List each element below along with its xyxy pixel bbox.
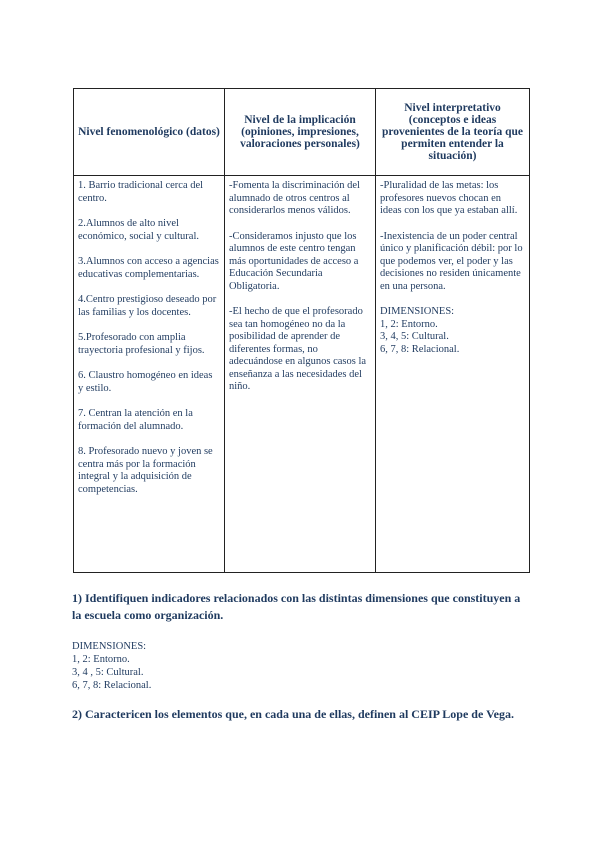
list-item: 2.Alumnos de alto nivel económico, social y cultural. [78,218,200,242]
list-item: -Pluralidad de las metas: los profesores nuevos chocan en ideas con los que ya estaban allí. [380,180,518,216]
header-phenomenological: Nivel fenomenológico (datos) [74,89,225,176]
list-item: 5.Profesorado con amplia trayectoria profesional y fijos. [78,332,205,356]
cell-dimensions-title: DIMENSIONES: [380,306,455,317]
interpretive-cell [376,176,530,573]
list-item: 4.Centro prestigioso deseado por las familias y los docentes. [78,294,217,318]
table-row [74,176,530,573]
dimensions-block [72,640,151,692]
question-2: 2) Caractericen los elementos que, en cada una de ellas, definen al CEIP Lope de Vega. [72,707,514,721]
list-item: 7. Centran la atención en la formación del alumnado. [78,408,193,432]
table-header-row [74,89,530,176]
list-item: 3.Alumnos con acceso a agencias educativas complementarias. [78,256,219,280]
cell-dimension-line: 3, 4, 5: Cultural. [380,331,449,342]
dimensions-title: DIMENSIONES: [72,641,147,652]
list-item: -Inexistencia de un poder central único y planificación débil: por lo que podemos ver, el poder y las decisiones no residen únicamente en una persona. [380,230,523,292]
analysis-table [73,88,530,573]
implication-cell [225,176,376,573]
dimension-line: 3, 4 , 5: Cultural. [72,667,144,678]
header-interpretive: Nivel interpretativo (conceptos e ideas provenientes de la teoría que permiten entender la situación) [376,89,530,176]
list-item: -Consideramos injusto que los alumnos de este centro tengan más oportunidades de acceso a Educación Secundaria Obligatoria. [229,230,359,292]
cell-dimensions [380,306,525,356]
dimension-line: 6, 7, 8: Relacional. [72,680,152,691]
cell-dimension-line: 1, 2: Entorno. [380,318,438,330]
list-item: -El hecho de que el profesorado sea tan homogéneo no da la posibilidad de aprender de diferentes formas, no adecuándose en algunos casos la enseñanza a las necesidades del niño. [229,306,367,392]
list-item: -Fomenta la discriminación del alumnado de otros centros al considerarlos menos válidos. [229,180,360,216]
cell-dimension-line: 6, 7, 8: Relacional. [380,343,460,355]
list-item: 1. Barrio tradicional cerca del centro. [78,180,204,204]
list-item: 6. Claustro homogéneo en ideas y estilo. [78,370,213,394]
question-1: 1) Identifiquen indicadores relacionados con las distintas dimensiones que constituyen a la escuela como organización. [72,591,521,622]
header-implication: Nivel de la implicación (opiniones, impresiones, valoraciones personales) [225,89,376,176]
list-item: 8. Profesorado nuevo y joven se centra más por la formación integral y la adquisición de competencias. [78,446,213,495]
phenomenological-cell [74,176,225,573]
dimension-line: 1, 2: Entorno. [72,654,130,665]
